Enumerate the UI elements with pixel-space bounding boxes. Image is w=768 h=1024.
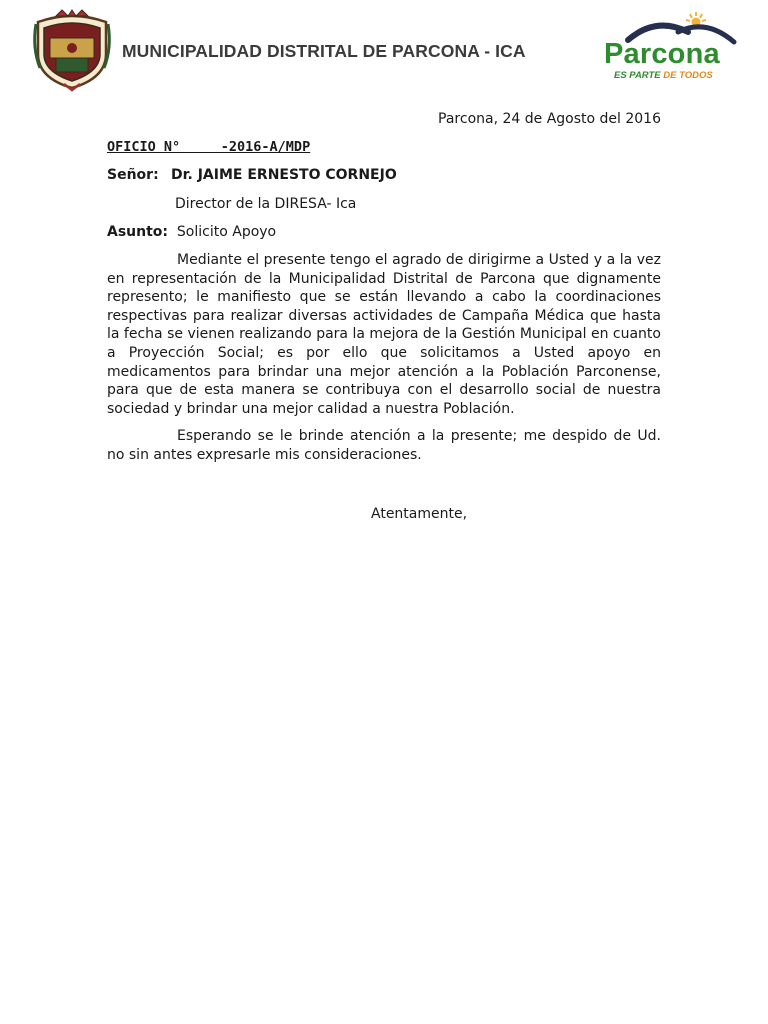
subject-text: Solicito Apoyo	[176, 224, 277, 241]
brand-name: Parcona	[604, 38, 720, 70]
brand-tagline-part-2: DE TODOS	[663, 70, 713, 81]
recipient-role: Director de la DIRESA- Ica	[175, 195, 357, 212]
letter-body	[107, 108, 661, 523]
recipient-name: Dr. JAIME ERNESTO CORNEJO	[171, 167, 397, 184]
closing-salutation: Atentamente,	[371, 505, 468, 522]
parcona-brand-logo	[598, 10, 744, 84]
municipality-title: MUNICIPALIDAD DISTRITAL DE PARCONA - ICA	[122, 41, 526, 61]
subject-line	[107, 223, 661, 242]
letter-date: Parcona, 24 de Agosto del 2016	[438, 111, 661, 127]
letterhead	[0, 0, 768, 100]
recipient-line	[107, 166, 661, 185]
coat-of-arms-icon	[28, 8, 116, 92]
recipient-label: Señor:	[107, 167, 159, 184]
body-paragraph-2: Esperando se le brinde atención a la presente; me despido de Ud. no sin antes expresarle mis consideraciones.	[107, 428, 661, 463]
brand-tagline	[614, 70, 713, 81]
subject-label: Asunto:	[107, 224, 169, 241]
reference-number: OFICIO N° -2016-A/MDP	[107, 138, 311, 155]
body-paragraph-1: Mediante el presente tengo el agrado de dirigirme a Usted y a la vez en representación de la Municipalidad Distrital de Parcona que dignamente represento; le manifiesto que se están llevando a cabo la coordinaciones respectivas para realizar diversas actividades de Campaña Médica que hasta la fecha se vienen realizando para la mejora de la Gestión Municipal en cuanto a Proyección Social; es por ello que solicitamos a Usted apoyo en medicamentos para brindar una mejor atención a la Población Parconense, para que de esta manera se contribuya con el desarrollo social de nuestra sociedad y brindar una mejor calidad a nuestra Población.	[107, 251, 661, 417]
brand-tagline-part-1: ES PARTE	[614, 70, 664, 81]
